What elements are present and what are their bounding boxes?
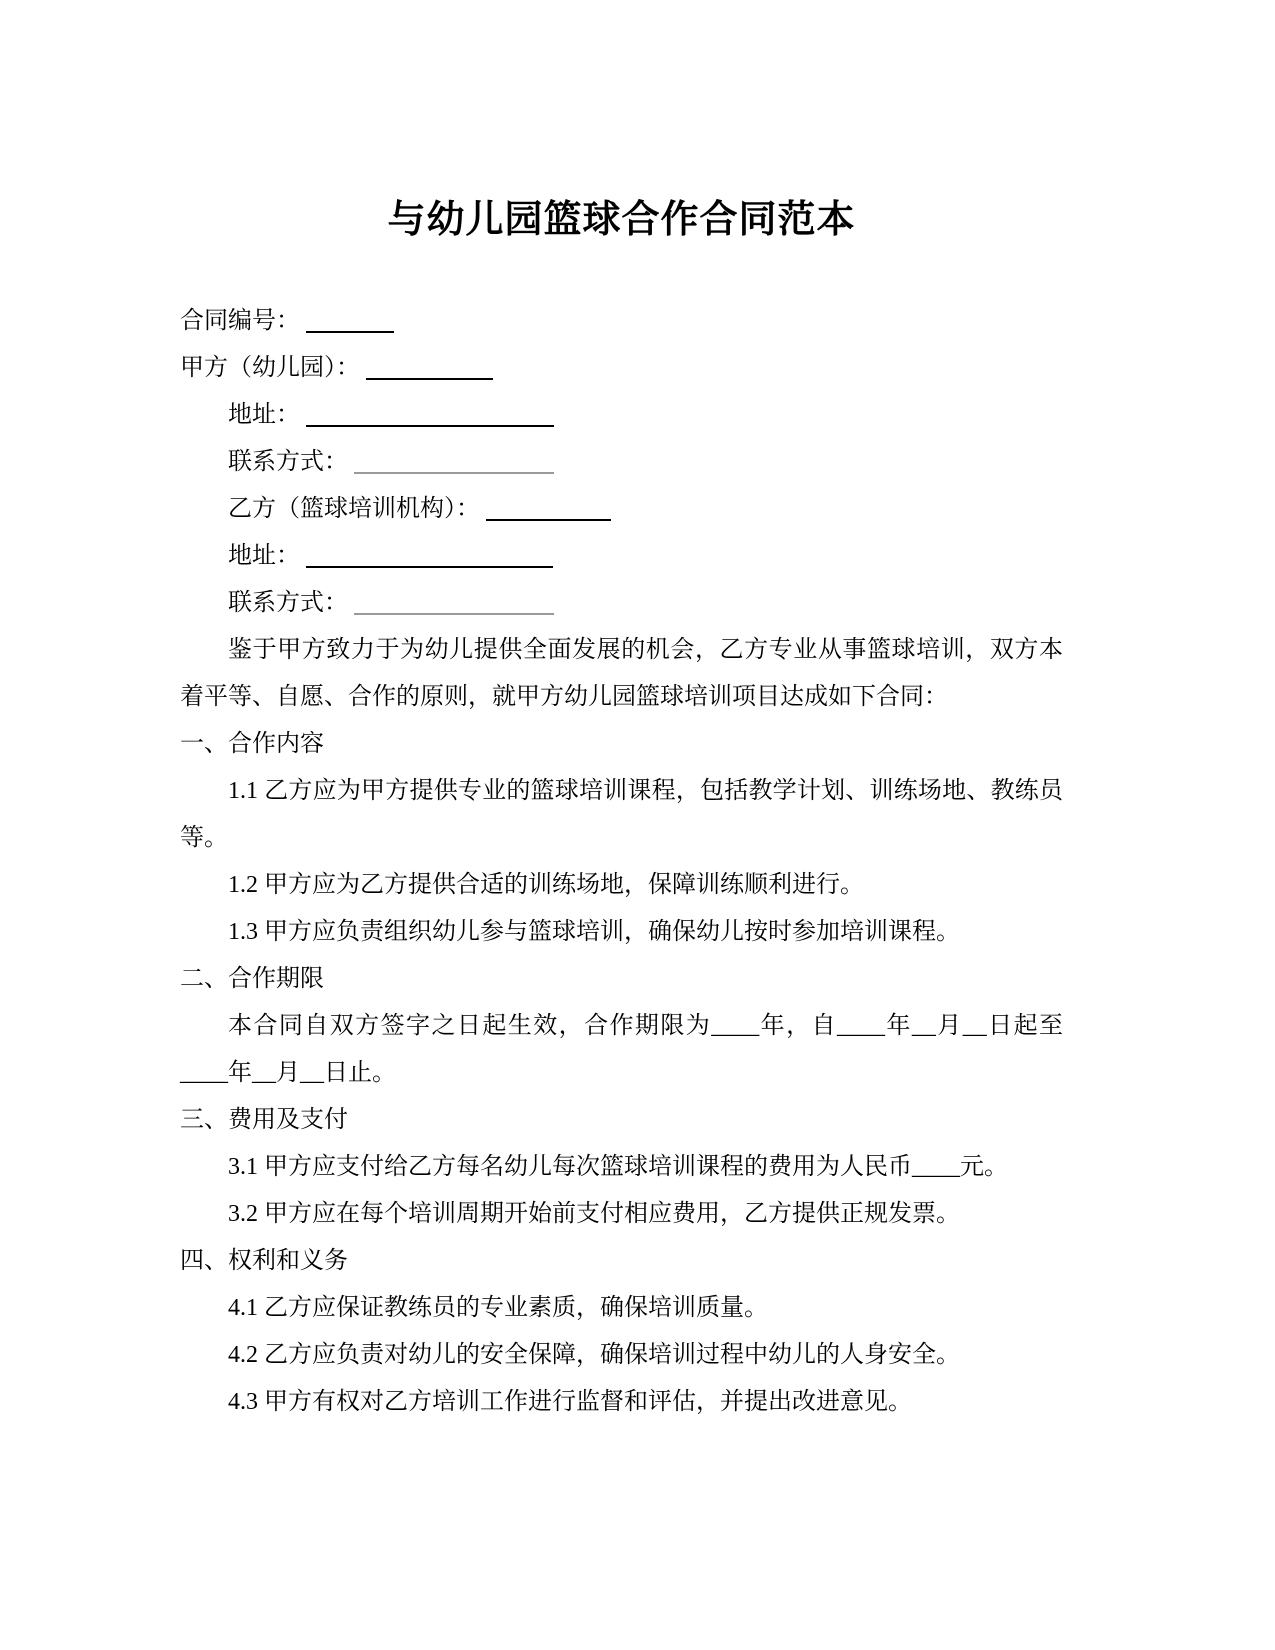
fill-in-blank <box>354 589 554 615</box>
contract-paragraph: 1.3 甲方应负责组织幼儿参与篮球培训，确保幼儿按时参加培训课程。 <box>228 919 960 945</box>
section-heading: 二、合作期限 <box>180 966 324 992</box>
contract-field-line <box>180 439 1063 486</box>
contract-field-line <box>180 580 1063 627</box>
contract-paragraph: 鉴于甲方致力于为幼儿提供全面发展的机会，乙方专业从事篮球培训，双方本着平等、自愿、合作的原则，就甲方幼儿园篮球培训项目达成如下合同： <box>180 637 1063 710</box>
fill-in-blank <box>306 307 394 333</box>
contract-paragraph: 本合同自双方签字之日起生效，合作期限为____年，自____年__月__日起至____年__月__日止。 <box>180 1013 1063 1086</box>
contract-field-line <box>180 298 1063 345</box>
fill-in-blank <box>486 495 611 521</box>
contract-paragraph: 3.2 甲方应在每个培训周期开始前支付相应费用，乙方提供正规发票。 <box>228 1201 960 1227</box>
contract-field-line <box>180 533 1063 580</box>
contract-paragraph: 1.2 甲方应为乙方提供合适的训练场地，保障训练顺利进行。 <box>228 872 864 898</box>
fill-in-blank <box>354 448 554 474</box>
field-label: 地址： <box>228 543 300 569</box>
field-label: 甲方（幼儿园）： <box>180 355 360 381</box>
section-heading: 一、合作内容 <box>180 731 324 757</box>
contract-body <box>180 627 1063 1426</box>
contract-field-line <box>180 345 1063 392</box>
section-heading: 三、费用及支付 <box>180 1107 348 1133</box>
fill-in-blank <box>366 354 493 380</box>
section-heading: 四、权利和义务 <box>180 1248 348 1274</box>
field-label: 地址： <box>228 402 300 428</box>
contract-field-line <box>180 392 1063 439</box>
fill-in-blank <box>306 542 553 568</box>
contract-paragraph: 4.2 乙方应负责对幼儿的安全保障，确保培训过程中幼儿的人身安全。 <box>228 1342 960 1368</box>
field-label: 乙方（篮球培训机构）： <box>228 496 480 522</box>
contract-header-fields <box>180 298 1063 627</box>
field-label: 联系方式： <box>228 449 348 475</box>
contract-paragraph: 3.1 甲方应支付给乙方每名幼儿每次篮球培训课程的费用为人民币____元。 <box>228 1154 1008 1180</box>
contract-field-line <box>180 486 1063 533</box>
field-label: 联系方式： <box>228 590 348 616</box>
document-title: 与幼儿园篮球合作合同范本 <box>387 199 856 241</box>
contract-paragraph: 4.3 甲方有权对乙方培训工作进行监督和评估，并提出改进意见。 <box>228 1389 912 1415</box>
contract-paragraph: 1.1 乙方应为甲方提供专业的篮球培训课程，包括教学计划、训练场地、教练员等。 <box>180 778 1063 851</box>
field-label: 合同编号： <box>180 308 300 334</box>
contract-paragraph: 4.1 乙方应保证教练员的专业素质，确保培训质量。 <box>228 1295 768 1321</box>
fill-in-blank <box>306 401 554 427</box>
